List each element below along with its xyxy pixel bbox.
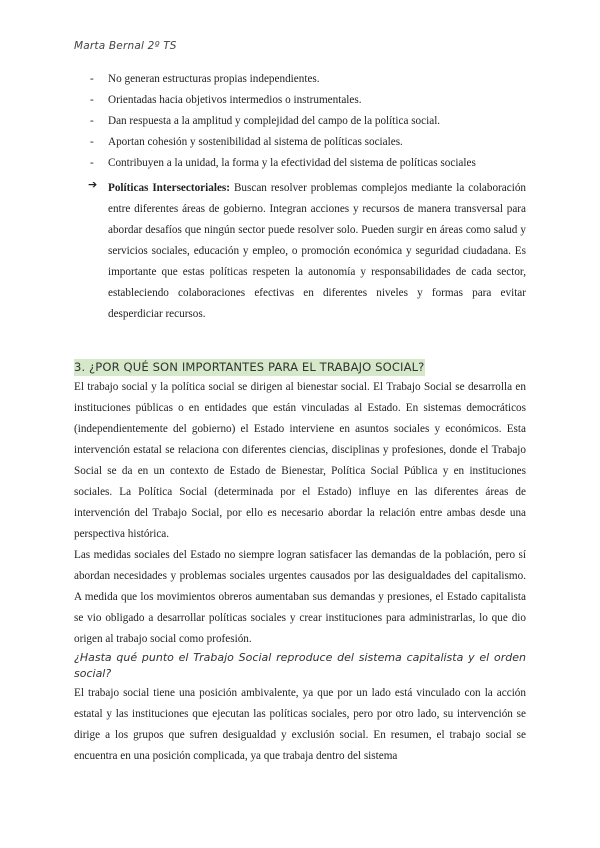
list-item	[86, 72, 526, 93]
dash-marker: -	[90, 157, 94, 169]
arrow-right-icon: ➔	[88, 178, 98, 191]
list-item-text: Aportan cohesión y sostenibilidad al sistema de políticas sociales.	[108, 136, 403, 148]
dash-marker: -	[90, 94, 94, 106]
list-item	[86, 156, 526, 177]
term-label: Políticas Intersectoriales:	[108, 182, 230, 194]
list-item-text: Dan respuesta a la amplitud y complejidad del campo de la política social.	[108, 115, 441, 127]
subsection-question: ¿Hasta qué punto el Trabajo Social reproduce del sistema capitalista y el orden social?	[74, 651, 526, 680]
list-item-text: No generan estructuras propias independientes.	[108, 73, 320, 85]
list-item	[86, 114, 526, 135]
list-item	[86, 93, 526, 114]
dash-marker: -	[90, 115, 94, 127]
paragraph-3: El trabajo social tiene una posición ambivalente, ya que por un lado está vinculado con la acción estatal y las instituciones que ejecutan las políticas sociales, pero por otro lado, su intervención se dirige a los grupos que sufren desigualdad y exclusión social. En resumen, el trabajo social se encuentra en una posición complicada, ya que trabaja dentro del sistema	[74, 687, 526, 762]
dash-marker: -	[90, 73, 94, 85]
list-item	[86, 135, 526, 156]
intersectoral-policies-item	[88, 178, 528, 325]
intersectoral-policies-paragraph	[108, 178, 526, 325]
list-item-text: Contribuyen a la unidad, la forma y la efectividad del sistema de políticas sociales	[108, 157, 476, 169]
bullet-list	[86, 72, 526, 177]
paragraph-2: Las medidas sociales del Estado no siempre logran satisfacer las demandas de la población, pero sí abordan necesidades y problemas sociales urgentes causados por las desigualdades del capitalismo. A medida que los movimientos obreros aumentaban sus demandas y presiones, el Estado capitalista se vio obligado a desarrollar políticas sociales y crear instituciones para administrarlas, lo que dio origen al trabajo social como profesión.	[74, 549, 526, 645]
page-header-author: Marta Bernal 2º TS	[74, 40, 177, 52]
list-item-text: Orientadas hacia objetivos intermedios o instrumentales.	[108, 94, 362, 106]
section-heading: 3. ¿POR QUÉ SON IMPORTANTES PARA EL TRABAJO SOCIAL?	[74, 360, 425, 374]
paragraph-1: El trabajo social y la política social se dirigen al bienestar social. El Trabajo Social se desarrolla en instituciones públicas o en entidades que están vinculadas al Estado. En sistemas democráticos (independientemente del gobierno) el Estado interviene en asuntos sociales y económicos. Esta intervención estatal se relaciona con diferentes ciencias, disciplinas y profesiones, donde el Trabajo Social se da en un contexto de Estado de Bienestar, Política Social Pública y en instituciones sociales. La Política Social (determinada por el Estado) influye en las diferentes áreas de intervención del Trabajo Social, por ello es necesario abordar la relación entre ambas desde una perspectiva histórica.	[74, 381, 526, 540]
term-definition: Buscan resolver problemas complejos mediante la colaboración entre diferentes áreas de gobierno. Integran acciones y recursos de manera transversal para abordar desafíos que ningún sector puede resolver solo. Pueden surgir en áreas como salud y servicios sociales, educación y empleo, o promoción económica y seguridad ciudadana. Es importante que estas políticas respeten la autonomía y responsabilidades de cada sector, estableciendo colaboraciones efectivas en diferentes niveles y formas para evitar desperdiciar recursos.	[108, 182, 527, 320]
dash-marker: -	[90, 136, 94, 148]
